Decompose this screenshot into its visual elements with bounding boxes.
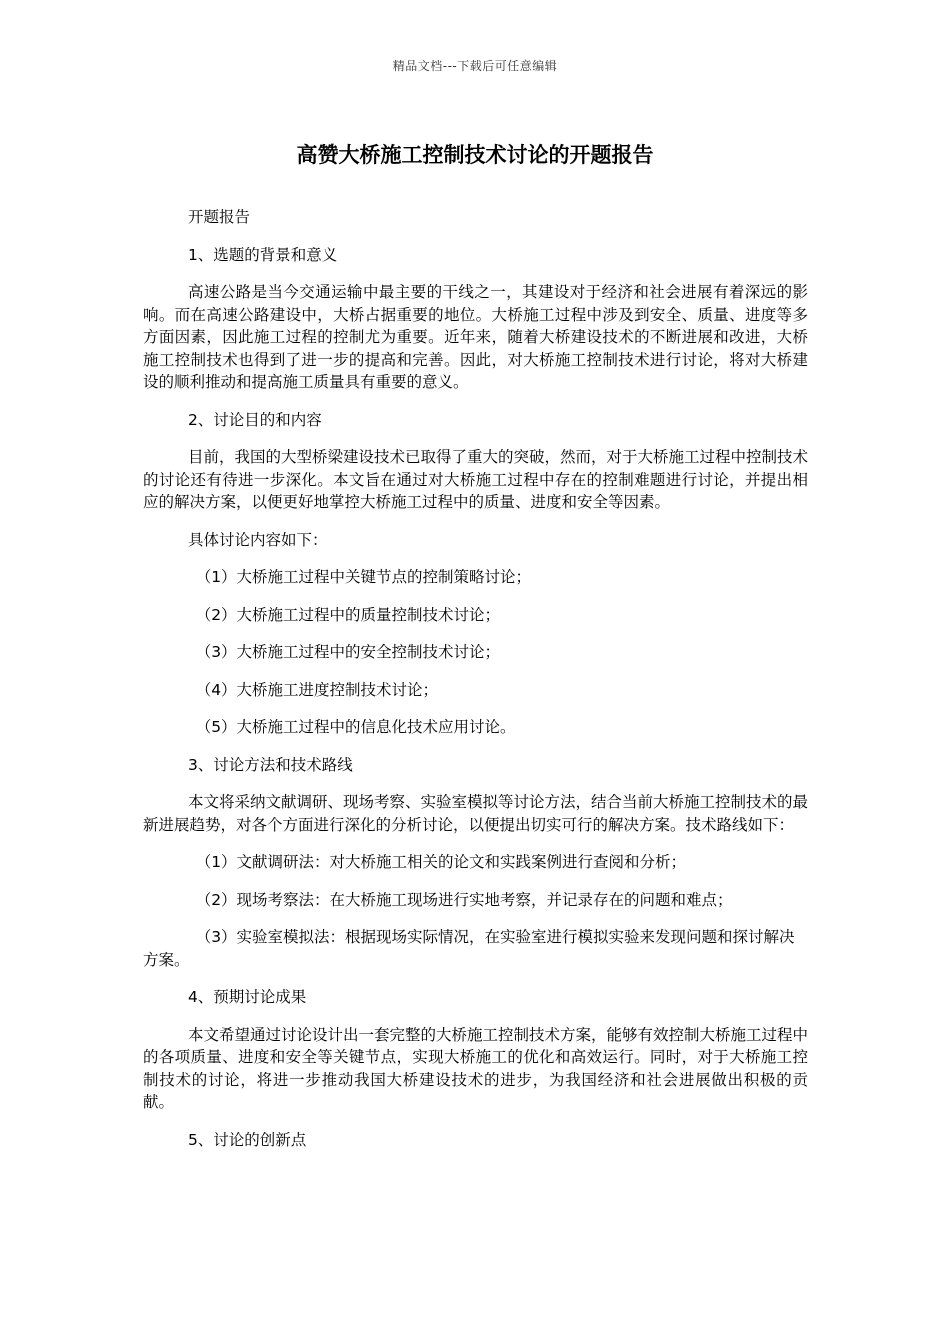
document-body [143,206,808,1166]
paragraph-content-intro: 具体讨论内容如下： [187,530,328,549]
list-item: （4）大桥施工进度控制技术讨论； [195,680,439,699]
section-heading-purpose: 2、讨论目的和内容 [187,410,322,429]
list-item: （1）文献调研法：对大桥施工相关的论文和实践案例进行查阅和分析； [195,853,687,871]
paragraph-background: 高速公路是当今交通运输中最主要的干线之一，其建设对于经济和社会进展有着深远的影响。而在高速公路建设中，大桥占据重要的地位。大桥施工过程中涉及到安全、质量、进度等多方面因素，因此施工过程的控制尤为重要。近年来，随着大桥建设技术的不断进展和改进，大桥施工控制技术也得到了进一步的提高和完善。因此，对大桥施工控制技术进行讨论，将对大桥建设的顺利推动和提高施工质量具有重要的意义。 [143,283,808,391]
list-item: （2）大桥施工过程中的质量控制技术讨论； [195,605,501,624]
paragraph-outcomes: 本文希望通过讨论设计出一套完整的大桥施工控制技术方案，能够有效控制大桥施工过程中的各项质量、进度和安全等关键节点，实现大桥施工的优化和高效运行。同时，对于大桥施工控制技术的讨论，将进一步推动我国大桥建设技术的进步，为我国经济和社会进展做出积极的贡献。 [143,1025,808,1111]
paragraph-purpose: 目前，我国的大型桥梁建设技术已取得了重大的突破，然而，对于大桥施工过程中控制技术的讨论还有待进一步深化。本文旨在通过对大桥施工过程中存在的控制难题进行讨论，并提出相应的解决方案，以便更好地掌控大桥施工过程中的质量、进度和安全等因素。 [143,448,808,511]
header-note: 精品文档---下载后可任意编辑 [392,59,558,73]
paragraph-methods: 本文将采纳文献调研、现场考察、实验室模拟等讨论方法，结合当前大桥施工控制技术的最新进展趋势，对各个方面进行深化的分析讨论，以便提出切实可行的解决方案。技术路线如下： [143,793,808,834]
document-title: 高赞大桥施工控制技术讨论的开题报告 [296,143,654,167]
section-heading-methods: 3、讨论方法和技术路线 [187,755,353,774]
list-item: （2）现场考察法：在大桥施工现场进行实地考察，并记录存在的问题和难点； [195,890,733,909]
list-item: （3）实验室模拟法：根据现场实际情况，在实验室进行模拟实验来发现问题和探讨解决方案。 [143,928,795,969]
list-item: （5）大桥施工过程中的信息化技术应用讨论。 [195,718,516,736]
list-item: （1）大桥施工过程中关键节点的控制策略讨论； [195,568,532,586]
section-heading-outcomes: 4、预期讨论成果 [187,988,307,1006]
section-heading-innovation: 5、讨论的创新点 [187,1130,307,1149]
section-label-proposal: 开题报告 [187,208,250,226]
section-heading-background: 1、选题的背景和意义 [187,245,338,264]
list-item: （3）大桥施工过程中的安全控制技术讨论； [195,643,501,661]
